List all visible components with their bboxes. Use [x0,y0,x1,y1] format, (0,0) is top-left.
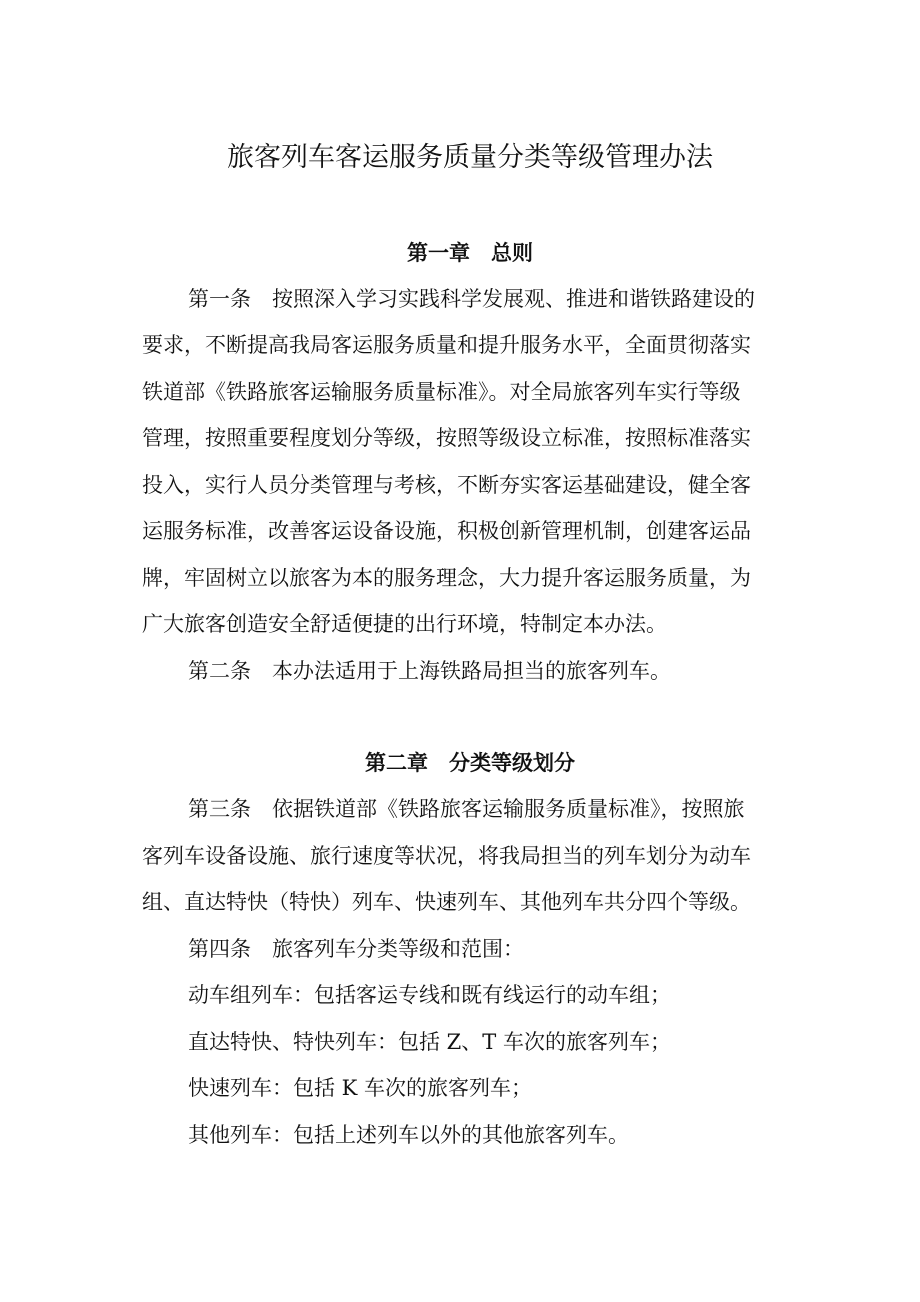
chapter-1-heading: 第一章 总则 [407,241,533,265]
category-fast-line: 快速列车：包括 K 车次的旅客列车； [188,1076,533,1100]
article-1-line-5: 投入，实行人员分类管理与考核，不断夯实客运基础建设，健全客 [142,473,751,497]
chapter-2-heading: 第二章 分类等级划分 [365,751,575,775]
article-1-line-7: 牌，牢固树立以旅客为本的服务理念，大力提升客运服务质量，为 [142,566,751,590]
article-1-line-1: 第一条 按照深入学习实践科学发展观、推进和谐铁路建设的 [188,287,755,311]
article-4-line: 第四条 旅客列车分类等级和范围： [188,937,524,961]
article-1-line-2: 要求，不断提高我局客运服务质量和提升服务水平，全面贯彻落实 [142,333,751,357]
article-1-line-8: 广大旅客创造安全舒适便捷的出行环境，特制定本办法。 [142,612,667,636]
article-2-line: 第二条 本办法适用于上海铁路局担当的旅客列车。 [188,659,671,683]
document-title: 旅客列车客运服务质量分类等级管理办法 [227,142,713,173]
article-1-line-3: 铁道部《铁路旅客运输服务质量标准》。对全局旅客列车实行等级 [142,380,741,404]
article-1-line-6: 运服务标准，改善客运设备设施，积极创新管理机制，创建客运品 [142,519,751,543]
category-other-line: 其他列车：包括上述列车以外的其他旅客列车。 [188,1123,629,1147]
article-3-line-3: 组、直达特快（特快）列车、快速列车、其他列车共分四个等级。 [142,890,751,914]
category-emu-line: 动车组列车：包括客运专线和既有线运行的动车组； [188,983,671,1007]
article-3-line-2: 客列车设备设施、旅行速度等状况，将我局担当的列车划分为动车 [142,844,751,868]
article-3-line-1: 第三条 依据铁道部《铁路旅客运输服务质量标准》，按照旅 [188,797,745,821]
category-express-line: 直达特快、特快列车：包括 Z、T 车次的旅客列车； [188,1030,671,1054]
article-1-line-4: 管理，按照重要程度划分等级，按照等级设立标准，按照标准落实 [142,426,751,450]
